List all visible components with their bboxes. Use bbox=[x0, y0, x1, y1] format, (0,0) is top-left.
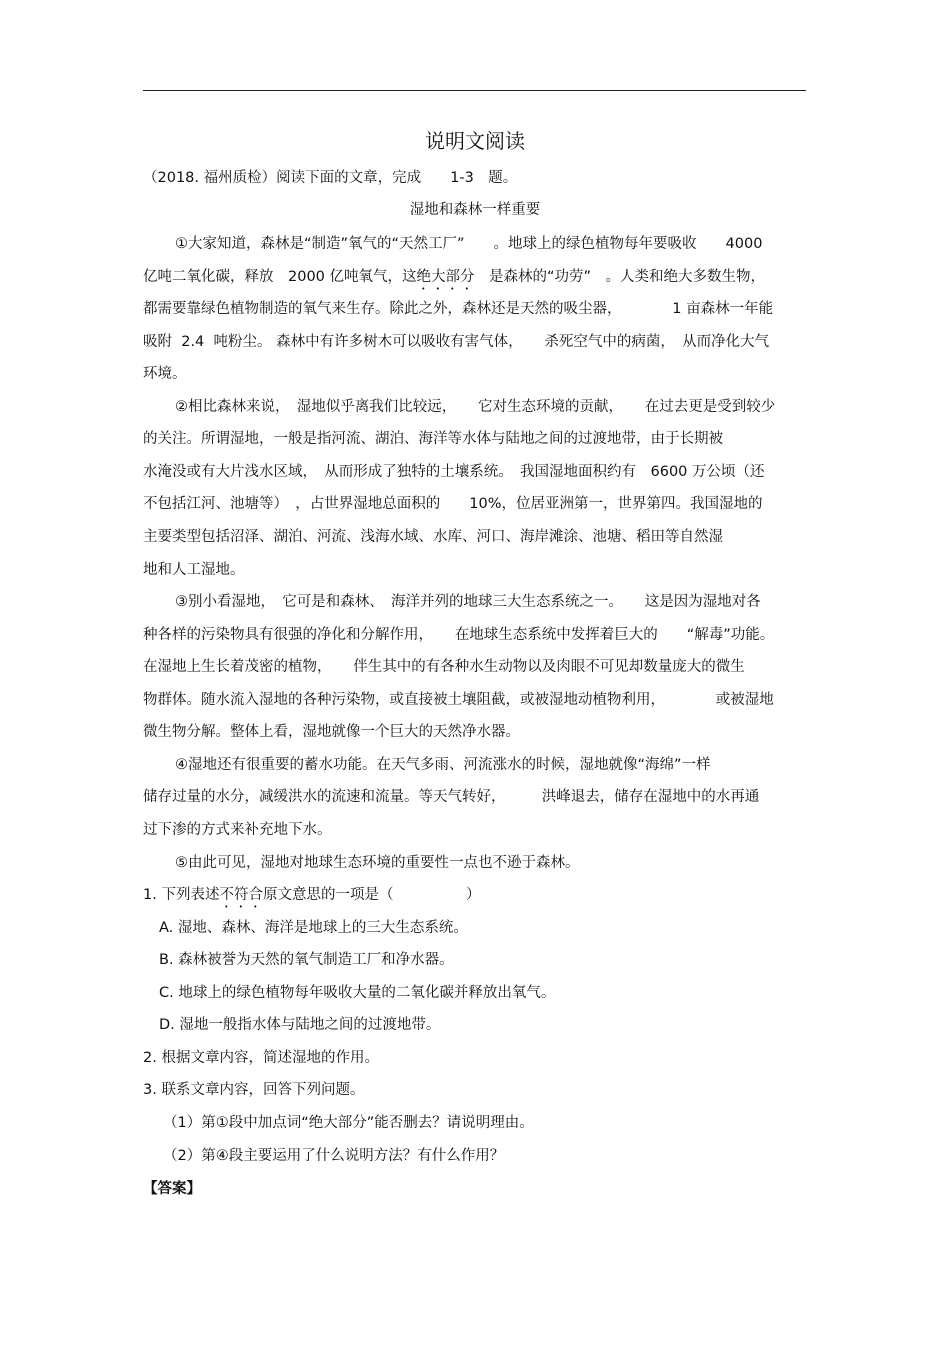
header-rule bbox=[143, 90, 806, 91]
p1-line-5: 环境。 bbox=[143, 366, 187, 382]
option-a: A. 湿地、森林、海洋是地球上的三大生态系统。 bbox=[159, 920, 468, 936]
option-b: B. 森林被誉为天然的氧气制造工厂和净水器。 bbox=[159, 952, 454, 968]
option-c: C. 地球上的绿色植物每年吸收大量的二氧化碳并释放出氧气。 bbox=[159, 985, 556, 1001]
p5-line-1: ⑤由此可见，湿地对地球生态环境的重要性一点也不逊于森林。 bbox=[175, 855, 580, 871]
question-3-sub-1: （1）第①段中加点词“绝大部分”能否删去？请说明理由。 bbox=[163, 1115, 534, 1131]
question-2: 2. 根据文章内容，简述湿地的作用。 bbox=[143, 1050, 379, 1066]
p1-line-2 bbox=[143, 267, 765, 293]
p2-line-4: 不包括江河、池塘等） ，占世界湿地总面积的 10%，位居亚洲第一，世界第四。我国湿地的 bbox=[143, 496, 763, 512]
option-d: D. 湿地一般指水体与陆地之间的过渡地带。 bbox=[159, 1017, 441, 1033]
p2-line-6: 地和人工湿地。 bbox=[143, 562, 245, 578]
article-title: 湿地和森林一样重要 bbox=[409, 202, 541, 218]
intro-text: （2018. 福州质检）阅读下面的文章，完成 1-3 题。 bbox=[143, 170, 518, 186]
page-title: 说明文阅读 bbox=[425, 129, 525, 153]
p3-line-4: 物群体。随水流入湿地的各种污染物，或直接被土壤阻截，或被湿地动植物利用， 或被湿地 bbox=[143, 692, 774, 708]
question-3: 3. 联系文章内容，回答下列问题。 bbox=[143, 1082, 365, 1098]
p3-line-1: ③别小看湿地， 它可是和森林、 海洋并列的地球三大生态系统之一。 这是因为湿地对各 bbox=[175, 594, 761, 610]
p2-line-1: ②相比森林来说， 湿地似乎离我们比较远， 它对生态环境的贡献， 在过去更是受到较少 bbox=[175, 399, 776, 415]
p1-line-1: ①大家知道，森林是“制造”氧气的“天然工厂” 。地球上的绿色植物每年要吸收 4000 bbox=[175, 236, 763, 252]
p3-line-3: 在湿地上生长着茂密的植物， 伴生其中的有各种水生动物以及肉眼不可见却数量庞大的微生 bbox=[143, 659, 745, 675]
question-3-sub-2: （2）第④段主要运用了什么说明方法？有什么作用？ bbox=[163, 1148, 505, 1164]
q1-prefix: 1. 下列表述 bbox=[143, 887, 220, 903]
p1-line-3: 都需要靠绿色植物制造的氧气来生存。除此之外，森林还是天然的吸尘器， 1 亩森林一年能 bbox=[143, 301, 774, 317]
question-1 bbox=[143, 885, 480, 911]
p2-line-5: 主要类型包括沼泽、湖泊、河流、浅海水域、水库、河口、海岸滩涂、池塘、稻田等自然湿 bbox=[143, 529, 723, 545]
p3-line-2: 种各样的污染物具有很强的净化和分解作用， 在地球生态系统中发挥着巨大的 “解毒”功能。 bbox=[143, 627, 775, 643]
p1-line-4: 吸附 2.4 吨粉尘。 森林中有许多树木可以吸收有害气体， 杀死空气中的病菌， 从而净化大气 bbox=[143, 334, 770, 350]
q1-suffix: 原文意思的一项是（ ） bbox=[262, 887, 481, 903]
p4-line-2: 储存过量的水分，减缓洪水的流速和流量。等天气转好， 洪峰退去，储存在湿地中的水再通 bbox=[143, 789, 760, 805]
p2-line-3: 水淹没或有大片浅水区域， 从而形成了独特的土壤系统。 我国湿地面积约有 6600 万公顷（还 bbox=[143, 464, 765, 480]
p2-line-2: 的关注。所谓湿地，一般是指河流、湖泊、海洋等水体与陆地之间的过渡地带，由于长期被 bbox=[143, 431, 723, 447]
p1-line-2-a: 亿吨二氧化碳，释放 2000 亿吨氧气，这 bbox=[143, 269, 417, 285]
p3-line-5: 微生物分解。整体上看，湿地就像一个巨大的天然净水器。 bbox=[143, 724, 520, 740]
answer-label: 【答案】 bbox=[143, 1181, 201, 1197]
p4-line-1: ④湿地还有很重要的蓄水功能。在天气多雨、河流涨水的时候，湿地就像“海绵”一样 bbox=[175, 757, 711, 773]
p4-line-3: 过下渗的方式来补充地下水。 bbox=[143, 822, 332, 838]
q1-dotted-term: 不符合 bbox=[219, 887, 263, 903]
p1-line-2-b: 是森林的“功劳” 。人类和绝大多数生物， bbox=[489, 269, 766, 285]
p1-dotted-term: 绝大部分 bbox=[416, 269, 475, 285]
